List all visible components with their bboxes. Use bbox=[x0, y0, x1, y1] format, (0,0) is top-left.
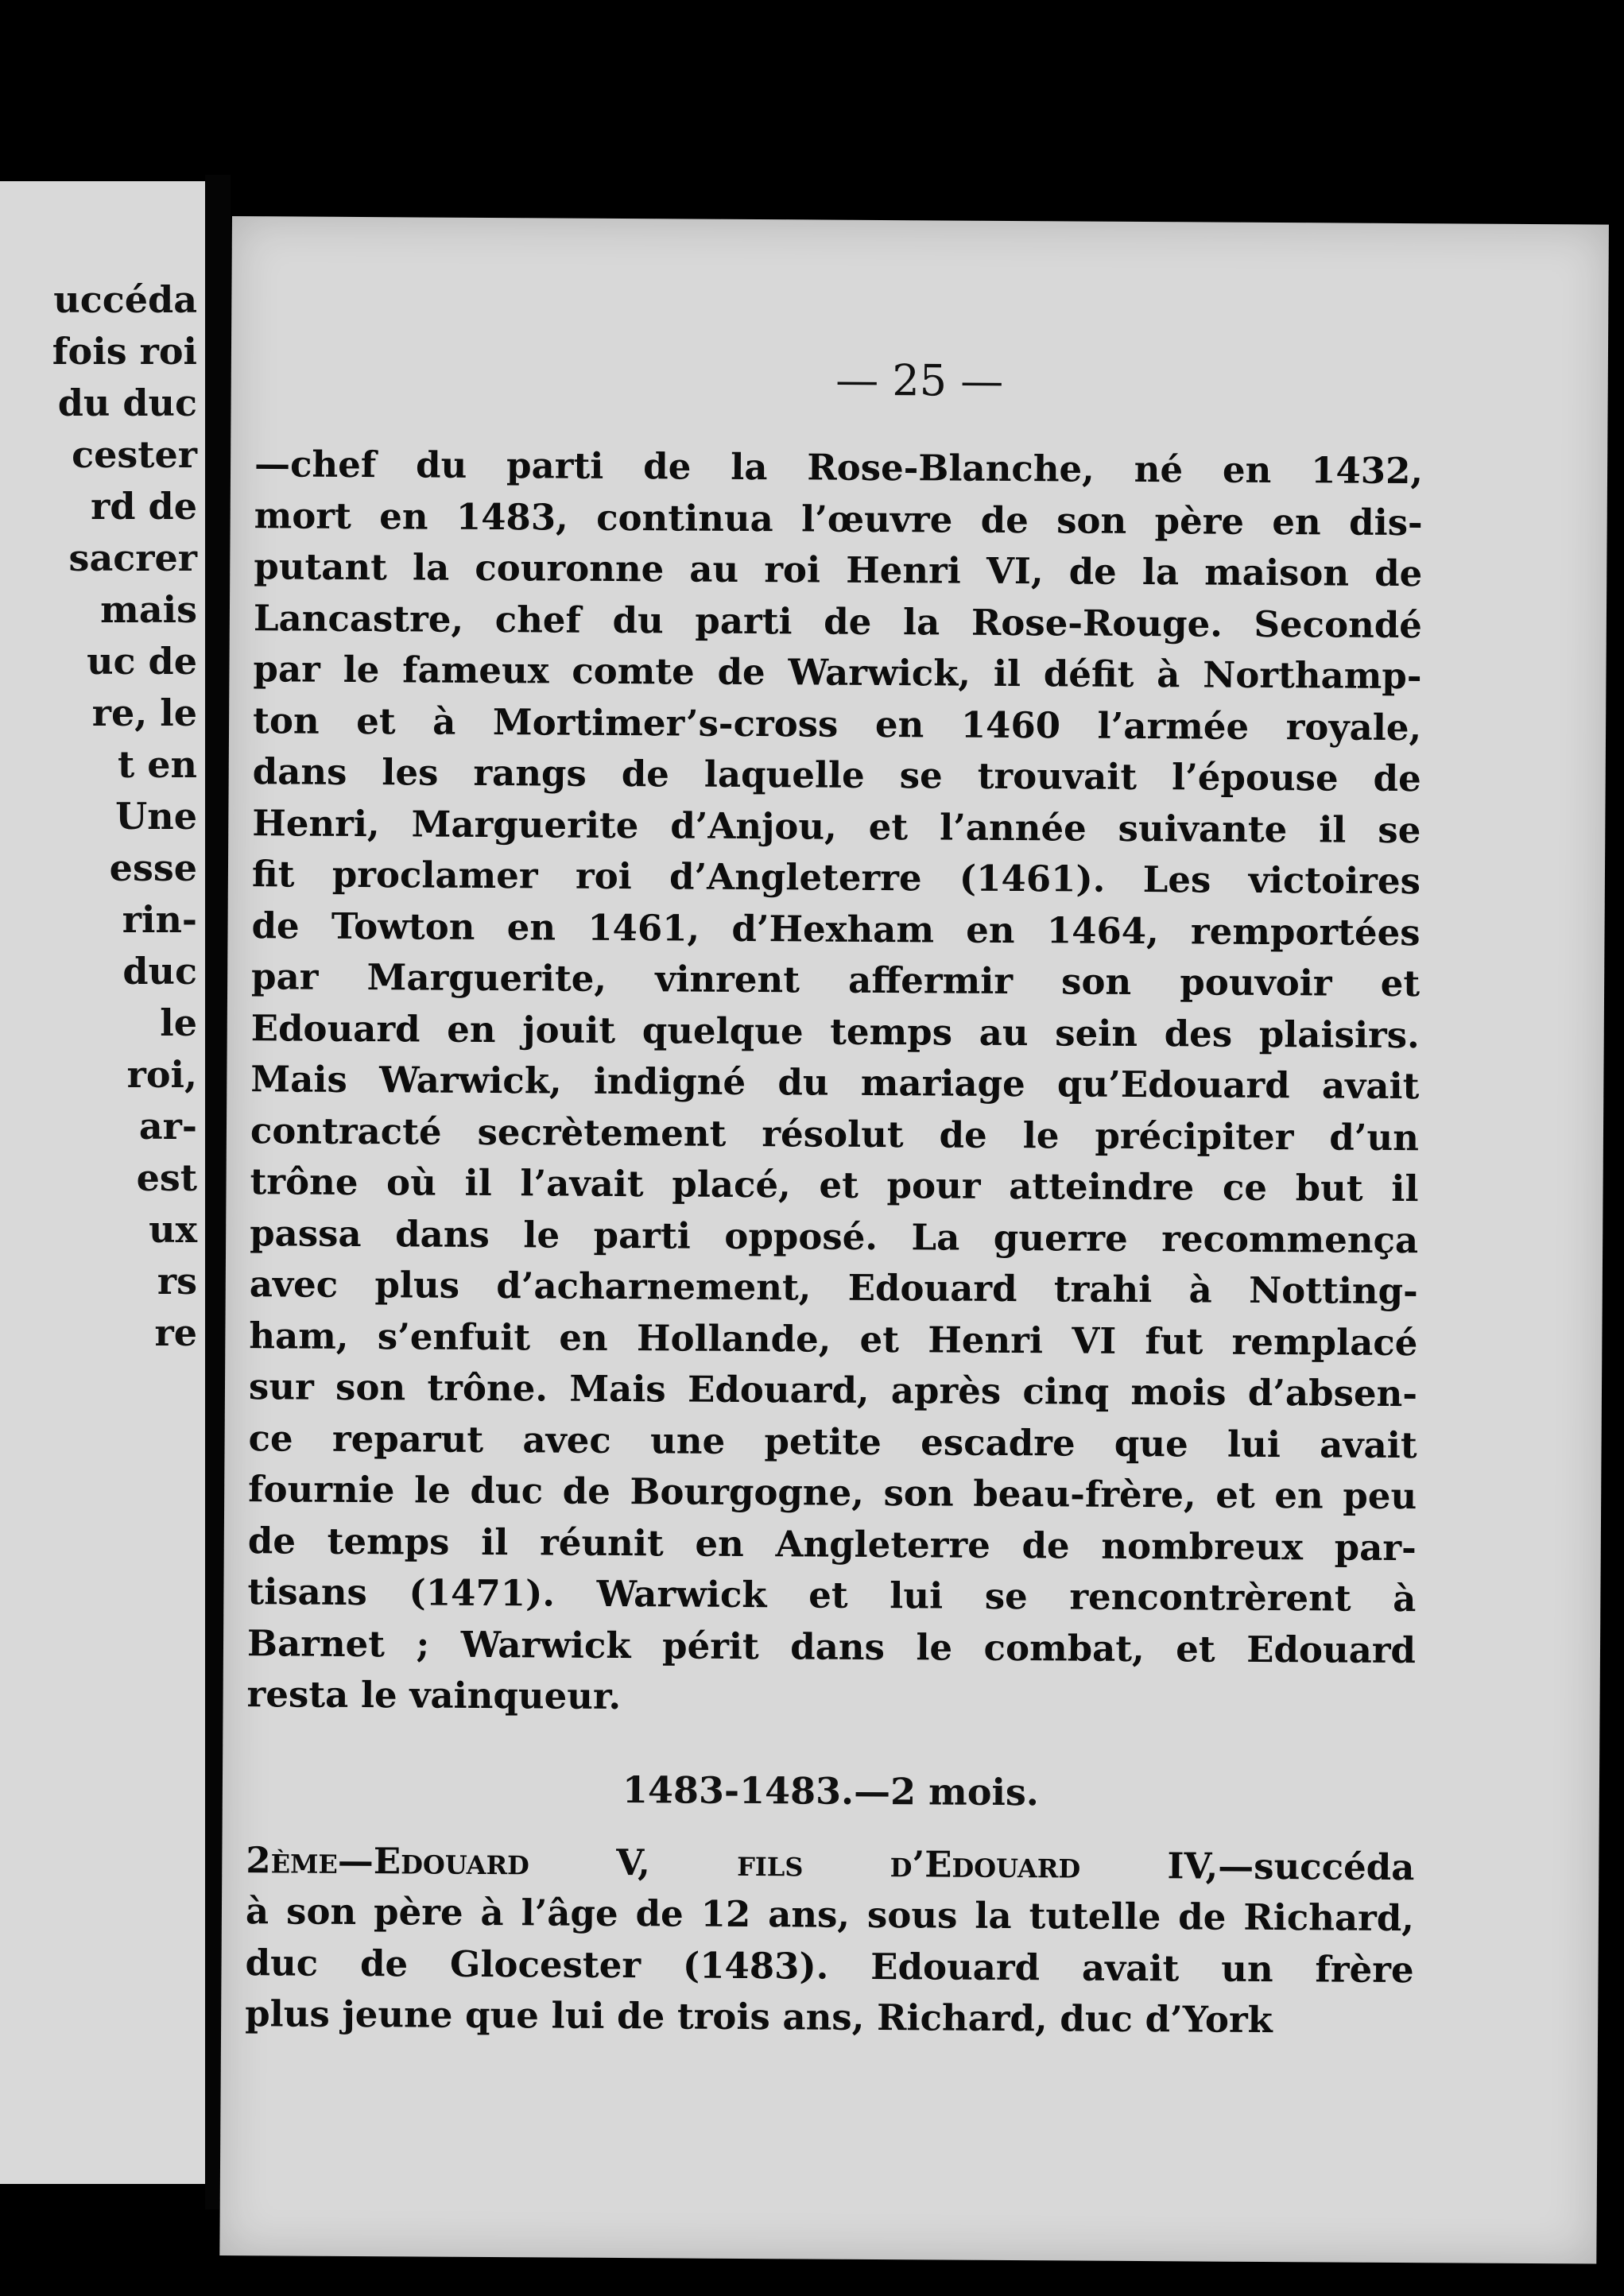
left-page-line: mais bbox=[100, 588, 197, 631]
text-line: —chef du parti de la Rose-Blanche, né en 1432, bbox=[254, 443, 1424, 493]
left-page-line: ux bbox=[149, 1208, 197, 1251]
left-page-line: duc bbox=[122, 950, 197, 993]
text-line: Henri, Marguerite d’Anjou, et l’année suivante il se bbox=[252, 801, 1421, 851]
text-line: ce reparut avec une petite escadre que lui avait bbox=[248, 1416, 1417, 1466]
book-page bbox=[219, 216, 1609, 2264]
text-line: duc de Glocester (1483). Edouard avait un frère bbox=[245, 1941, 1414, 1991]
left-page-line: ar- bbox=[138, 1105, 197, 1148]
text-line bbox=[246, 1835, 1414, 1893]
text-line: ham, s’enfuit en Hollande, et Henri VI fut remplacé bbox=[249, 1314, 1418, 1364]
text-line: plus jeune que lui de trois ans, Richard, duc d’York bbox=[245, 1992, 1273, 2042]
text-line: resta le vainqueur. bbox=[246, 1673, 622, 1718]
left-page-line: du duc bbox=[57, 381, 197, 424]
paragraph-edouard-iv bbox=[246, 439, 1423, 1727]
left-page-line: t en bbox=[118, 743, 197, 786]
text-line: trône où il l’avait placé, et pour atteindre ce but il bbox=[250, 1160, 1419, 1210]
left-page-line: est bbox=[136, 1156, 197, 1199]
text-line: fournie le duc de Bourgogne, son beau-frère, et en peu bbox=[248, 1468, 1417, 1518]
text-line: avec plus d’acharnement, Edouard trahi à Notting- bbox=[249, 1263, 1418, 1313]
text-line: par le fameux comte de Warwick, il défit à Northamp- bbox=[253, 648, 1422, 698]
paragraph-edouard-v bbox=[245, 1835, 1415, 2047]
paragraph-lead-continuation: —succéda bbox=[1218, 1845, 1415, 1888]
page-text bbox=[245, 439, 1423, 2046]
left-page-line: esse bbox=[109, 846, 197, 889]
page-number: — 25 — bbox=[835, 354, 1004, 406]
left-page-line: cester bbox=[72, 433, 197, 476]
paragraph-lead: 2ème—Edouard V, fils d’Edouard IV, bbox=[246, 1838, 1219, 1888]
left-page-line: fois roi bbox=[52, 330, 197, 373]
text-line: Mais Warwick, indigné du mariage qu’Edouard avait bbox=[250, 1058, 1420, 1108]
previous-page-fragment bbox=[0, 181, 205, 2184]
text-line: de Towton en 1461, d’Hexham en 1464, remportées bbox=[251, 904, 1421, 954]
left-page-line: rs bbox=[157, 1260, 197, 1303]
text-line: fit proclamer roi d’Angleterre (1461). Les victoires bbox=[251, 853, 1421, 903]
left-page-line: rin- bbox=[122, 898, 197, 941]
text-line: Lancastre, chef du parti de la Rose-Rouge. Secondé bbox=[253, 596, 1423, 646]
left-page-line: re, le bbox=[91, 691, 197, 734]
text-line: dans les rangs de laquelle se trouvait l’épouse de bbox=[252, 750, 1421, 800]
text-line: Barnet ; Warwick périt dans le combat, et Edouard bbox=[246, 1621, 1417, 1671]
text-line: par Marguerite, vinrent affermir son pouvoir et bbox=[250, 955, 1421, 1005]
text-line: sur son trône. Mais Edouard, après cinq mois d’absen- bbox=[248, 1365, 1418, 1415]
left-page-line: uccéda bbox=[53, 278, 197, 321]
text-line: Edouard en jouit quelque temps au sein des plaisirs. bbox=[250, 1006, 1420, 1056]
section-heading: 1483-1483.—2 mois. bbox=[622, 1767, 1040, 1814]
left-page-line: re bbox=[154, 1311, 197, 1354]
left-page-line: sacrer bbox=[68, 536, 197, 579]
text-line: passa dans le parti opposé. La guerre recommença bbox=[250, 1211, 1419, 1261]
text-line: à son père à l’âge de 12 ans, sous la tutelle de Richard, bbox=[245, 1890, 1415, 1940]
left-page-line: roi, bbox=[126, 1053, 197, 1096]
left-page-line: le bbox=[160, 1001, 197, 1044]
text-line: de temps il réunit en Angleterre de nombreux par- bbox=[247, 1519, 1417, 1569]
left-page-line: uc de bbox=[87, 640, 197, 683]
text-line: putant la couronne au roi Henri VI, de la maison de bbox=[254, 545, 1423, 595]
text-line: tisans (1471). Warwick et lui se rencontrèrent à bbox=[247, 1570, 1417, 1620]
left-page-line: Une bbox=[115, 795, 197, 838]
text-line: contracté secrètement résolut de le précipiter d’un bbox=[250, 1109, 1420, 1159]
left-page-line: rd de bbox=[91, 485, 197, 528]
text-line: ton et à Mortimer’s-cross en 1460 l’armée royale, bbox=[252, 699, 1422, 749]
text-line: mort en 1483, continua l’œuvre de son père en dis- bbox=[254, 494, 1423, 544]
